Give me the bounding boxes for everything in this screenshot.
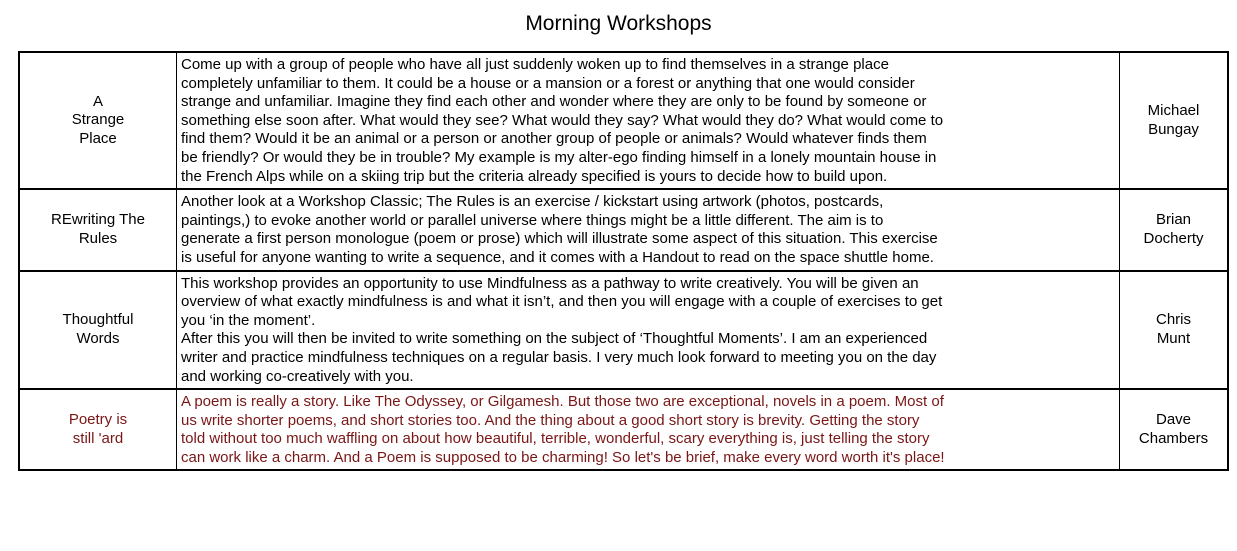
workshop-row <box>19 271 1228 390</box>
workshop-name-line: Words <box>76 329 120 347</box>
description-line: can work like a charm. And a Poem is supposed to be charming! So let's be brief, make every word worth it's place! <box>181 448 945 466</box>
description-line: writer and practice mindfulness techniques on a regular basis. I very much look forward to meeting you on the day <box>181 348 937 366</box>
workshop-name-line: Rules <box>78 229 118 247</box>
workshop-name-line: REwriting The <box>51 211 145 229</box>
description-line: the French Alps while on a skiing trip but the criteria already specified is yours to decide how to build upon. <box>181 167 888 185</box>
workshop-name-line: A <box>92 92 103 110</box>
description-line: find them? Would it be an animal or a person or another group of people or animals? Would whatever finds them <box>181 130 927 148</box>
workshop-name-line: still 'ard <box>72 429 124 447</box>
workshop-row <box>19 52 1228 189</box>
description-line: us write shorter poems, and short stories too. And the thing about a good short story is brevity. Getting the story <box>181 411 920 429</box>
workshop-description <box>177 389 1120 470</box>
description-line: something else soon after. What would they see? What would they say? What would they do? What would come to <box>181 111 944 129</box>
workshop-name <box>19 271 177 390</box>
leader-name-line: Brian <box>1155 211 1192 229</box>
description-line: strange and unfamiliar. Imagine they find each other and wonder where they are only to be found by someone or <box>181 93 927 111</box>
workshop-leader <box>1120 189 1229 270</box>
workshop-name-line: Poetry is <box>68 411 128 429</box>
description-line: told without too much waffling on about how beautiful, terrible, wonderful, scary everything is, just telling the story <box>181 430 930 448</box>
workshop-description <box>177 189 1120 270</box>
description-line: generate a first person monologue (poem or prose) which will illustrate some aspect of this situation. This exercise <box>181 230 938 248</box>
description-line: This workshop provides an opportunity to use Mindfulness as a pathway to write creatively. You will be given an <box>181 274 919 292</box>
workshop-name-line: Thoughtful <box>62 311 134 329</box>
workshop-row <box>19 389 1228 470</box>
page-title: Morning Workshops <box>525 12 712 35</box>
leader-name-line: Chambers <box>1138 429 1209 447</box>
workshop-leader <box>1120 271 1229 390</box>
workshop-name-line: Place <box>79 129 117 147</box>
leader-name-line: Michael <box>1147 101 1200 119</box>
description-line: is useful for anyone wanting to write a sequence, and it comes with a Handout to read on the space shuttle home. <box>181 248 934 266</box>
workshop-description <box>177 52 1120 189</box>
workshop-name <box>19 189 177 270</box>
leader-name-line: Munt <box>1156 329 1191 347</box>
workshop-name <box>19 389 177 470</box>
description-line: overview of what exactly mindfulness is and what it isn’t, and then you will engage with a couple of exercises to get <box>181 293 943 311</box>
workshop-name-line: Strange <box>71 111 125 129</box>
workshop-table <box>18 51 1229 471</box>
leader-name-line: Chris <box>1155 311 1191 329</box>
leader-name-line: Bungay <box>1148 120 1199 138</box>
description-line: and working co-creatively with you. <box>181 367 414 385</box>
leader-name-line: Dave <box>1155 411 1192 429</box>
description-line: you ‘in the moment’. <box>181 311 316 329</box>
workshop-leader <box>1120 52 1229 189</box>
workshop-row <box>19 189 1228 270</box>
description-line: Another look at a Workshop Classic; The Rules is an exercise / kickstart using artwork (photos, postcards, <box>181 193 884 211</box>
workshop-description <box>177 271 1120 390</box>
description-line: A poem is really a story. Like The Odyssey, or Gilgamesh. But those two are exceptional, novels in a poem. Most of <box>181 393 944 411</box>
description-line: be friendly? Or would they be in trouble? My example is my alter-ego finding himself in a lonely mountain house in <box>181 148 937 166</box>
description-line: Come up with a group of people who have all just suddenly woken up to find themselves in a strange place <box>181 56 889 73</box>
description-line: After this you will then be invited to write something on the subject of ‘Thoughtful Moments’. I am an experienced <box>181 330 928 348</box>
description-line: paintings,) to evoke another world or parallel universe where things might be a little different. The aim is to <box>181 211 884 229</box>
workshop-name <box>19 52 177 189</box>
description-line: completely unfamiliar to them. It could be a house or a mansion or a forest or anything that one would consider <box>181 74 915 92</box>
workshop-leader <box>1120 389 1229 470</box>
leader-name-line: Docherty <box>1143 229 1204 247</box>
